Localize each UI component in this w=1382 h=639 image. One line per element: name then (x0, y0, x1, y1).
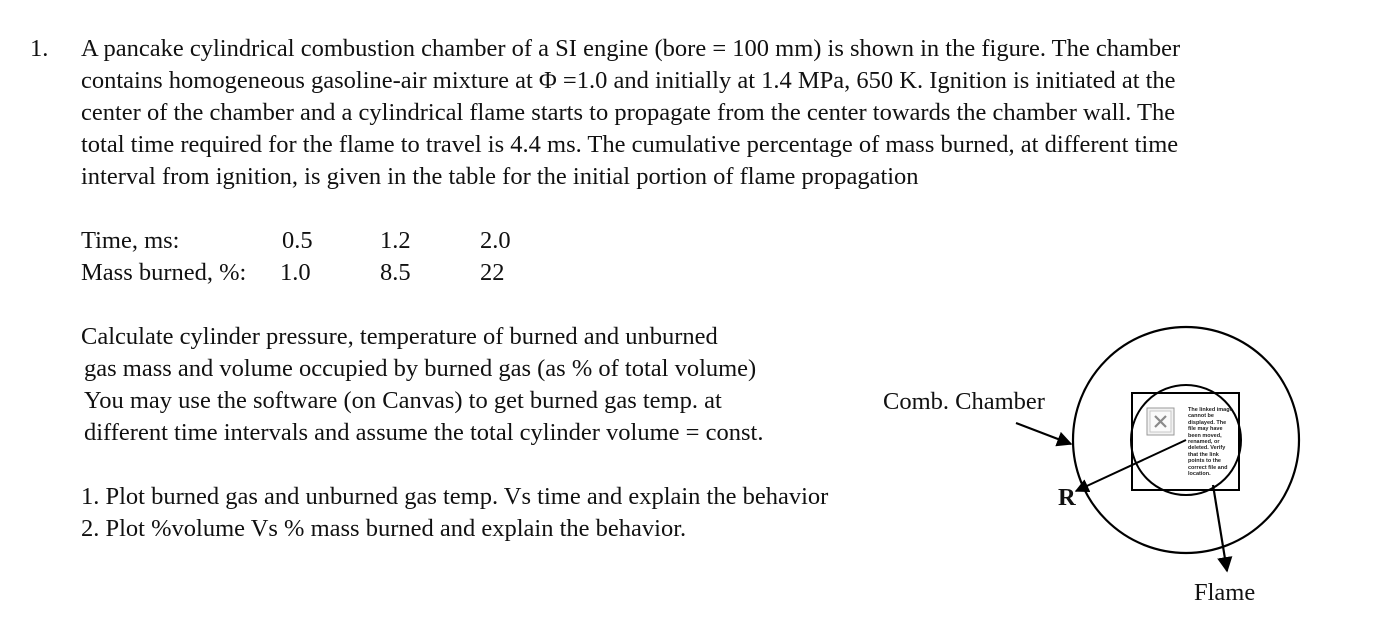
radius-label: R (1058, 484, 1076, 511)
time-value: 1.2 (380, 227, 411, 254)
intro-line-3: center of the chamber and a cylindrical flame starts to propagate from the center towards the chamber wall. The (81, 99, 1176, 126)
task-2: 2. Plot %volume Vs % mass burned and explain the behavior. (81, 515, 687, 542)
time-value: 0.5 (282, 227, 313, 254)
time-label: Time, ms: (81, 227, 180, 254)
intro-line-2: contains homogeneous gasoline-air mixture at Φ =1.0 and initially at 1.4 MPa, 650 K. Ignition is initiated at the (81, 67, 1176, 94)
instruction-line-3: You may use the software (on Canvas) to get burned gas temp. at (84, 387, 722, 414)
intro-line-4: total time required for the flame to travel is 4.4 ms. The cumulative percentage of mass burned, at different time (81, 131, 1179, 158)
chamber-arrow (1016, 423, 1071, 444)
question-number: 1. (30, 35, 49, 62)
flame-label: Flame (1194, 579, 1256, 606)
flame-arrow (1213, 485, 1227, 571)
instruction-line-4: different time intervals and assume the total cylinder volume = const. (84, 419, 764, 446)
instruction-line-2: gas mass and volume occupied by burned gas (as % of total volume) (84, 355, 757, 382)
mass-burned-value: 8.5 (380, 259, 411, 286)
intro-line-1: A pancake cylindrical combustion chamber of a SI engine (bore = 100 mm) is shown in the figure. The chamber (81, 35, 1181, 62)
mass-burned-label: Mass burned, %: (81, 259, 247, 286)
task-1: 1. Plot burned gas and unburned gas temp. Vs time and explain the behavior (81, 483, 829, 510)
broken-image-text: The linked image cannot be displayed. The file may have been moved, renamed, or deleted. Verify that the link points to the correct file and location. (1188, 407, 1233, 478)
instruction-line-1: Calculate cylinder pressure, temperature of burned and unburned (81, 323, 718, 350)
time-value: 2.0 (480, 227, 511, 254)
mass-burned-value: 22 (480, 259, 505, 286)
intro-line-5: interval from ignition, is given in the table for the initial portion of flame propagation (81, 163, 919, 190)
chamber-label: Comb. Chamber (883, 388, 1045, 415)
mass-burned-value: 1.0 (280, 259, 311, 286)
